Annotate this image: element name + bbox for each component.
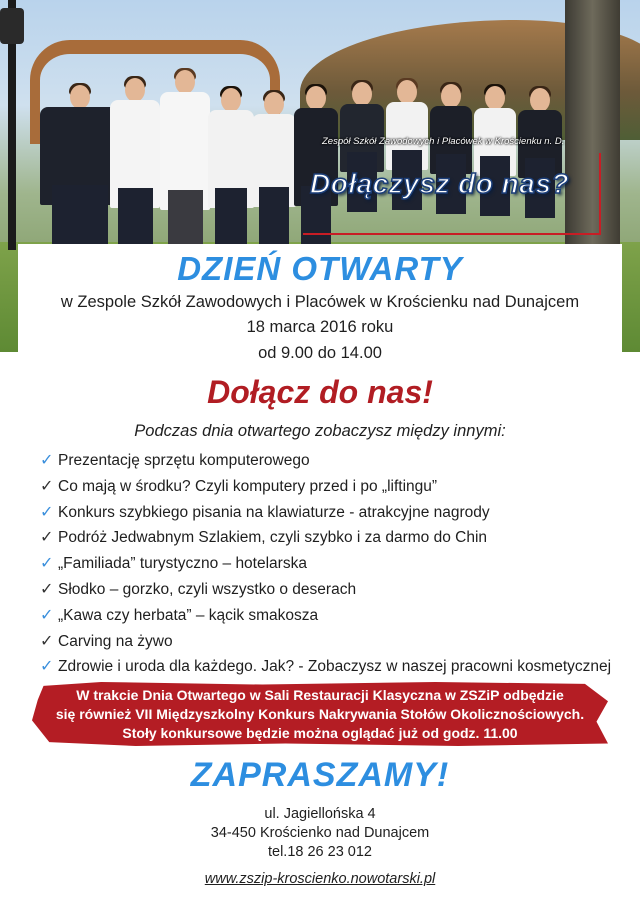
ribbon-line: Stoły konkursowe będzie można oglądać już od godz. 11.00 <box>122 725 518 741</box>
list-item <box>40 527 630 553</box>
address-city: 34-450 Krościenko nad Dunajcem <box>210 825 430 841</box>
checkmark-icon: ✓ <box>40 580 54 598</box>
student <box>252 92 296 247</box>
intro-text: Podczas dnia otwartego zobaczysz między innymi: <box>134 422 506 440</box>
list-item-text: Podróż Jedwabnym Szlakiem, czyli szybko i za darmo do Chin <box>58 529 488 547</box>
join-heading: Dołącz do nas! <box>207 374 433 410</box>
ribbon-line: się również VII Międzyszkolny Konkurs Nakrywania Stołów Okolicznościowych. <box>55 706 585 722</box>
student <box>160 70 210 250</box>
website-link[interactable]: www.zszip-kroscienko.nowotarski.pl <box>204 871 436 887</box>
checkmark-icon: ✓ <box>40 658 54 676</box>
list-item <box>40 502 630 528</box>
checkmark-icon: ✓ <box>40 452 54 469</box>
checkmark-icon: ✓ <box>40 477 54 495</box>
student <box>40 85 120 245</box>
checkmark-icon: ✓ <box>40 529 54 547</box>
photo-slogan: Dołączysz do nas? <box>310 168 570 199</box>
list-item-text: Carving na żywo <box>58 632 173 650</box>
list-item-text: Słodko – gorzko, czyli wszystko o deserach <box>58 580 357 598</box>
school-name: w Zespole Szkół Zawodowych i Placówek w Krościenku nad Dunajcem <box>60 293 580 311</box>
school-tagline: Zespół Szkół Zawodowych i Placówek w Krościenku n. D. <box>322 136 565 147</box>
list-item <box>40 476 630 502</box>
lamp-head <box>0 8 24 44</box>
list-item-text: „Familiada” turystyczno – hotelarska <box>58 555 307 573</box>
event-date: 18 marca 2016 roku <box>246 318 394 336</box>
checkmark-icon: ✓ <box>40 632 54 650</box>
event-hours: od 9.00 do 14.00 <box>258 344 382 362</box>
list-item <box>40 656 630 682</box>
list-item <box>40 631 630 657</box>
checkmark-icon: ✓ <box>40 503 54 521</box>
address-street: ul. Jagiellońska 4 <box>264 806 376 822</box>
ribbon-line: W trakcie Dnia Otwartego w Sali Restauracji Klasyczna w ZSZiP odbędzie <box>76 687 564 703</box>
student <box>110 78 160 248</box>
checkmark-icon: ✓ <box>40 555 54 573</box>
list-item <box>40 605 630 631</box>
list-item <box>40 579 630 605</box>
list-item-text: Konkurs szybkiego pisania na klawiaturze - atrakcyjne nagrody <box>58 503 490 521</box>
list-item <box>40 553 630 579</box>
invite-heading: ZAPRASZAMY! <box>190 756 450 794</box>
phone-number: tel.18 26 23 012 <box>267 844 372 860</box>
list-item-text: Zdrowie i uroda dla każdego. Jak? - Zobaczysz w naszej pracowni kosmetycznej <box>58 658 612 676</box>
list-item-text: Prezentację sprzętu komputerowego <box>58 452 310 469</box>
event-title: DZIEŃ OTWARTY <box>177 250 463 287</box>
list-item <box>40 450 630 476</box>
checkmark-icon: ✓ <box>40 606 54 624</box>
list-item-text: Co mają w środku? Czyli komputery przed i po „liftingu” <box>58 477 438 495</box>
student <box>208 88 254 248</box>
ribbon-text <box>30 686 610 743</box>
attractions-list <box>40 450 630 682</box>
list-item-text: „Kawa czy herbata” – kącik smakosza <box>58 606 319 624</box>
